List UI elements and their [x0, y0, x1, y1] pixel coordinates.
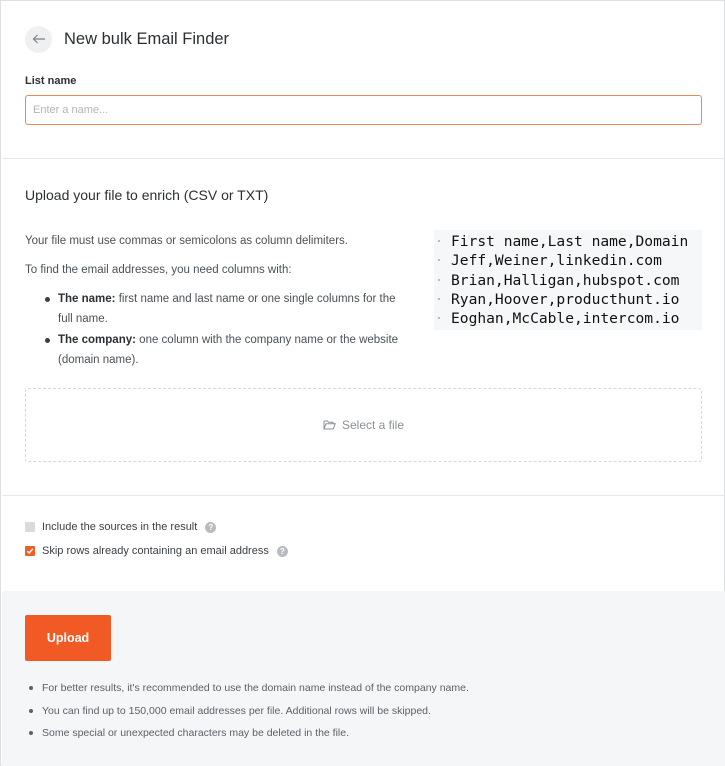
csv-example	[434, 230, 702, 330]
requirement-text: one column with the company name or the website (domain name).	[58, 334, 399, 366]
arrow-left-icon	[32, 34, 46, 44]
csv-example-line: Jeff,Weiner,linkedin.com	[434, 251, 702, 270]
back-button[interactable]	[25, 26, 52, 53]
list-name-input[interactable]	[25, 95, 702, 125]
list-item	[25, 330, 405, 370]
file-dropzone[interactable]	[25, 388, 702, 462]
delimiter-note: Your file must use commas or semicolons as column delimiters.	[25, 235, 348, 247]
check-icon	[26, 547, 34, 555]
section-divider	[2, 158, 725, 159]
select-file-label: Select a file	[341, 418, 405, 432]
folder-open-icon	[323, 420, 336, 430]
include-sources-label[interactable]: Include the sources in the result	[42, 521, 198, 533]
requirement-label: The company:	[58, 334, 136, 346]
question-circle-icon[interactable]: ?	[277, 546, 288, 557]
csv-example-line: First name,Last name,Domain	[434, 232, 702, 251]
requirement-label: The name:	[58, 293, 116, 305]
requirements-list	[25, 289, 405, 371]
option-skip-rows	[25, 545, 288, 557]
csv-example-line: Eoghan,McCable,intercom.io	[434, 309, 702, 328]
list-item: For better results, it's recommended to use the domain name instead of the company name.	[25, 679, 469, 702]
upload-footer	[2, 591, 725, 766]
csv-example-line: Brian,Halligan,hubspot.com	[434, 271, 702, 290]
list-item: You can find up to 150,000 email addresses per file. Additional rows will be skipped.	[25, 702, 469, 725]
select-file-button[interactable]	[323, 418, 404, 432]
skip-rows-checkbox[interactable]	[25, 546, 35, 556]
requirement-text: first name and last name or one single columns for the full name.	[58, 293, 396, 325]
list-item: Some special or unexpected characters may be deleted in the file.	[25, 724, 469, 747]
upload-section-title: Upload your file to enrich (CSV or TXT)	[25, 187, 269, 203]
page-header	[25, 25, 229, 53]
page-title: New bulk Email Finder	[64, 29, 230, 48]
upload-button[interactable]: Upload	[25, 615, 111, 661]
skip-rows-label[interactable]: Skip rows already containing an email address	[42, 545, 269, 557]
csv-example-line: Ryan,Hoover,producthunt.io	[434, 290, 702, 309]
list-name-label: List name	[25, 75, 77, 87]
include-sources-checkbox[interactable]	[25, 522, 35, 532]
upload-notes	[25, 679, 469, 747]
section-divider	[2, 495, 725, 496]
question-circle-icon[interactable]: ?	[205, 522, 216, 533]
columns-intro: To find the email addresses, you need columns with:	[25, 264, 292, 276]
list-item	[25, 289, 405, 329]
option-include-sources	[25, 521, 216, 533]
